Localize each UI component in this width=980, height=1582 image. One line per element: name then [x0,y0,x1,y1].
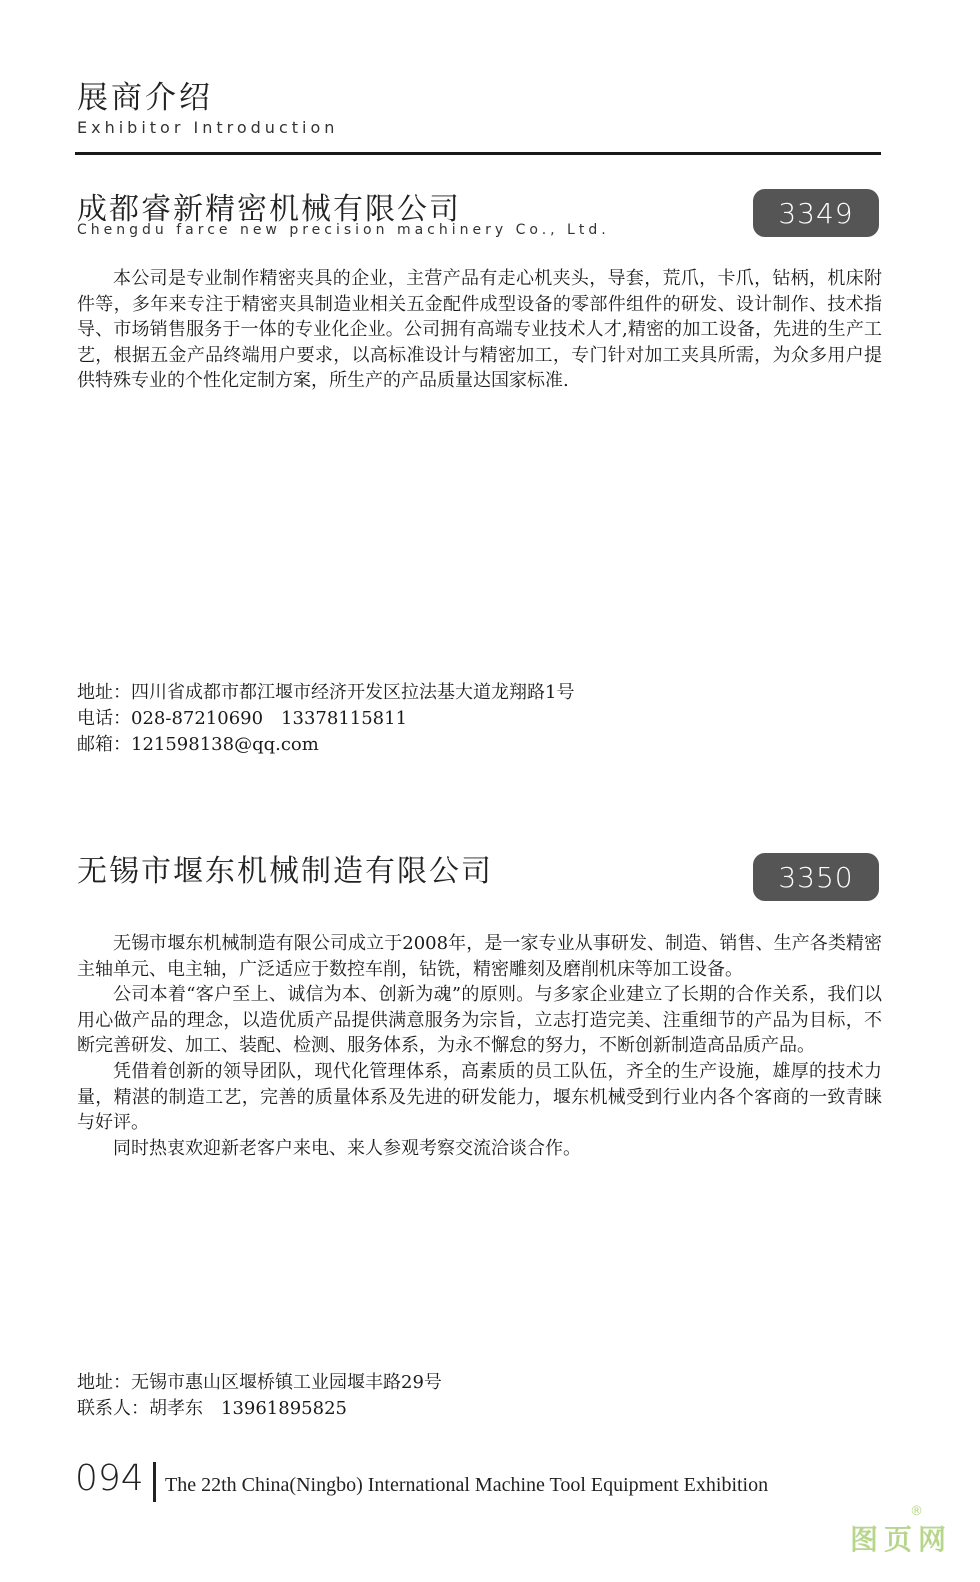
page-subtitle: Exhibitor Introduction [77,118,339,137]
footer-divider [153,1462,156,1502]
page-number: 094 [75,1458,144,1499]
exhibitor-1-contacts [77,680,574,758]
footer-exhibition-title: The 22th China(Ningbo) International Machine Tool Equipment Exhibition [165,1474,769,1496]
exhibitor-1-name-en: Chengdu farce new precision machinery Co., Ltd. [77,222,610,238]
exhibitor-2-paragraph-1: 无锡市堰东机械制造有限公司成立于2008年，是一家专业从事研发、制造、销售、生产各类精密主轴单元、电主轴，广泛适应于数控车削，钻铣，精密雕刻及磨削机床等加工设备。 [77,933,882,980]
exhibitor-1-booth-badge: 3349 [753,189,879,237]
exhibitor-2-contacts [77,1370,442,1422]
exhibitor-2-address: 地址：无锡市惠山区堰桥镇工业园堰丰路29号 [77,1372,442,1393]
exhibitor-1-name: 成都睿新精密机械有限公司 [77,192,461,227]
exhibitor-2-contact-person: 联系人：胡孝东 13961895825 [77,1398,347,1419]
exhibitor-1-description [77,266,882,394]
exhibitor-1-paragraph: 本公司是专业制作精密夹具的企业，主营产品有走心机夹头，导套，荒爪，卡爪，钻柄，机床附件等，多年来专注于精密夹具制造业相关五金配件成型设备的零部件组件的研发、设计制作、技术指导、市场销售服务于一体的专业化企业。公司拥有高端专业技术人才,精密的加工设备，先进的生产工艺，根据五金产品终端用户要求，以高标准设计与精密加工，专门针对加工夹具所需，为众多用户提供特殊专业的个性化定制方案，所生产的产品质量达国家标准. [77,268,882,392]
registered-mark: ® [910,1504,923,1519]
exhibitor-2-paragraph-2: 公司本着“客户至上、诚信为本、创新为魂”的原则。与多家企业建立了长期的合作关系，我们以用心做产品的理念，以造优质产品提供满意服务为宗旨，立志打造完美、注重细节的产品为目标，不断完善研发、加工、装配、检测、服务体系，为永不懈怠的努力，不断创新制造高品质产品。 [77,984,882,1057]
exhibitor-2-booth-badge: 3350 [753,853,879,901]
watermark-logo: 图页网 [850,1523,953,1556]
exhibitor-1-phone: 电话：028-87210690 13378115811 [77,708,408,729]
exhibitor-2-description [77,931,882,1161]
page-title: 展商介绍 [77,80,213,116]
exhibitor-2-name: 无锡市堰东机械制造有限公司 [77,854,493,889]
top-divider [75,152,881,155]
exhibitor-1-address: 地址：四川省成都市都江堰市经济开发区拉法基大道龙翔路1号 [77,682,575,703]
exhibitor-1-email: 邮箱：121598138@qq.com [77,734,319,755]
exhibitor-2-paragraph-4: 同时热衷欢迎新老客户来电、来人参观考察交流洽谈合作。 [113,1137,581,1159]
exhibitor-2-paragraph-3: 凭借着创新的领导团队，现代化管理体系，高素质的员工队伍，齐全的生产设施，雄厚的技术力量，精湛的制造工艺，完善的质量体系及先进的研发能力，堰东机械受到行业内各个客商的一致青睐与好评。 [77,1060,882,1134]
